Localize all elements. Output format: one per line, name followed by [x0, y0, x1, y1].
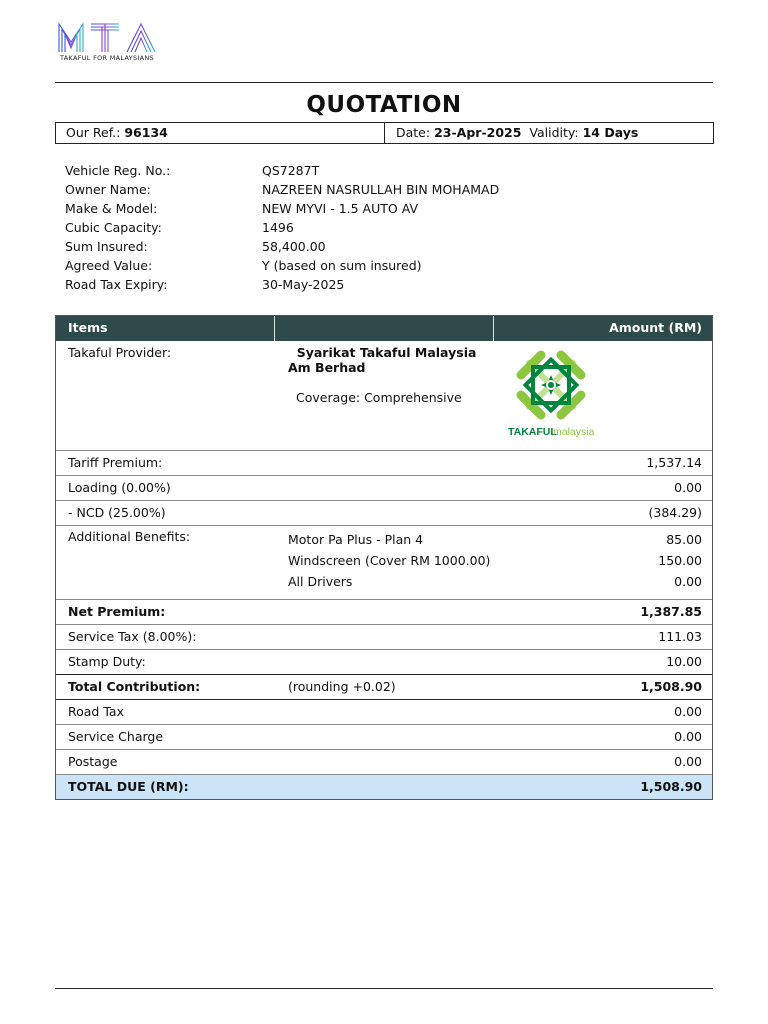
- benefit-amount: 150.00: [658, 553, 702, 568]
- row-amount: 0.00: [674, 480, 702, 495]
- row-amount: 1,508.90: [640, 679, 702, 694]
- total-contribution-row: [56, 674, 712, 699]
- date-cell: [396, 123, 638, 143]
- provider-label: Takaful Provider:: [68, 345, 172, 360]
- service-charge-row: [56, 724, 712, 749]
- row-amount: 0.00: [674, 754, 702, 769]
- row-amount: 111.03: [658, 629, 702, 644]
- row-label: Net Premium:: [68, 604, 166, 619]
- benefits-row: [56, 525, 712, 599]
- takaful-malaysia-logo: [506, 349, 598, 443]
- benefit-amount: 0.00: [674, 574, 702, 589]
- reference-box: [55, 122, 714, 144]
- row-label: Tariff Premium:: [68, 455, 163, 470]
- logo-text-a: TAKAFUL: [508, 426, 557, 438]
- validity-value: 14 Days: [582, 125, 639, 140]
- bottom-divider: [55, 988, 713, 989]
- info-value: Y (based on sum insured): [262, 258, 422, 273]
- benefits-label: Additional Benefits:: [68, 529, 191, 544]
- rounding-note: (rounding +0.02): [288, 679, 396, 694]
- road-tax-row: [56, 699, 712, 724]
- mta-logo-mark: [57, 20, 161, 54]
- service-tax-row: [56, 624, 712, 649]
- provider-row: [56, 341, 712, 450]
- row-label: TOTAL DUE (RM):: [68, 779, 189, 794]
- coverage-text: Coverage: Comprehensive: [296, 390, 462, 405]
- row-amount: 1,537.14: [646, 455, 702, 470]
- benefit-name: Motor Pa Plus - Plan 4: [288, 532, 424, 547]
- row-amount: (384.29): [648, 505, 702, 520]
- info-value: NAZREEN NASRULLAH BIN MOHAMAD: [262, 182, 500, 197]
- info-value: QS7287T: [262, 163, 320, 178]
- ref-value: 96134: [124, 125, 168, 140]
- ref-cell: [66, 123, 168, 143]
- date-label: Date:: [396, 125, 431, 140]
- row-label: Stamp Duty:: [68, 654, 146, 669]
- info-label: Cubic Capacity:: [65, 220, 162, 235]
- benefit-name: Windscreen (Cover RM 1000.00): [288, 553, 491, 568]
- info-label: Owner Name:: [65, 182, 151, 197]
- table-header: [56, 316, 712, 341]
- date-value: 23-Apr-2025: [434, 125, 522, 140]
- header-separator: [493, 316, 494, 341]
- benefit-amount: 85.00: [666, 532, 702, 547]
- header-separator: [274, 316, 275, 341]
- header-amount: Amount (RM): [609, 320, 702, 335]
- info-value: NEW MYVI - 1.5 AUTO AV: [262, 201, 418, 216]
- tariff-row: [56, 450, 712, 475]
- row-amount: 1,387.85: [640, 604, 702, 619]
- row-amount: 10.00: [666, 654, 702, 669]
- page-title: QUOTATION: [306, 92, 462, 118]
- provider-name: [288, 345, 498, 375]
- premium-table: [55, 315, 713, 800]
- logo-text-b: malaysia: [553, 426, 595, 438]
- row-label: Service Charge: [68, 729, 164, 744]
- top-divider: [55, 82, 713, 83]
- row-label: Loading (0.00%): [68, 480, 171, 495]
- row-label: - NCD (25.00%): [68, 505, 166, 520]
- logo-tagline: TAKAFUL FOR MALAYSIANS: [60, 54, 154, 62]
- row-amount: 0.00: [674, 729, 702, 744]
- stamp-duty-row: [56, 649, 712, 674]
- row-amount: 1,508.90: [640, 779, 702, 794]
- header-items: Items: [68, 320, 108, 335]
- row-label: Total Contribution:: [68, 679, 201, 694]
- postage-row: [56, 749, 712, 774]
- info-label: Vehicle Reg. No.:: [65, 163, 171, 178]
- takaful-malaysia-logo-mark: [506, 349, 598, 443]
- info-value: 58,400.00: [262, 239, 326, 254]
- info-label: Road Tax Expiry:: [65, 277, 168, 292]
- total-due-row: [56, 774, 712, 799]
- info-label: Sum Insured:: [65, 239, 148, 254]
- ref-label: Our Ref.:: [66, 125, 121, 140]
- mta-logo: [57, 20, 167, 64]
- info-value: 30-May-2025: [262, 277, 345, 292]
- provider-name-text: Syarikat Takaful Malaysia Am Berhad: [288, 345, 477, 375]
- row-label: Postage: [68, 754, 118, 769]
- info-label: Make & Model:: [65, 201, 158, 216]
- ncd-row: [56, 500, 712, 525]
- row-label: Service Tax (8.00%):: [68, 629, 197, 644]
- info-value: 1496: [262, 220, 294, 235]
- ref-divider: [384, 123, 385, 143]
- info-label: Agreed Value:: [65, 258, 153, 273]
- benefit-name: All Drivers: [288, 574, 353, 589]
- loading-row: [56, 475, 712, 500]
- validity-label: Validity:: [529, 125, 579, 140]
- row-label: Road Tax: [68, 704, 124, 719]
- net-premium-row: [56, 599, 712, 624]
- row-amount: 0.00: [674, 704, 702, 719]
